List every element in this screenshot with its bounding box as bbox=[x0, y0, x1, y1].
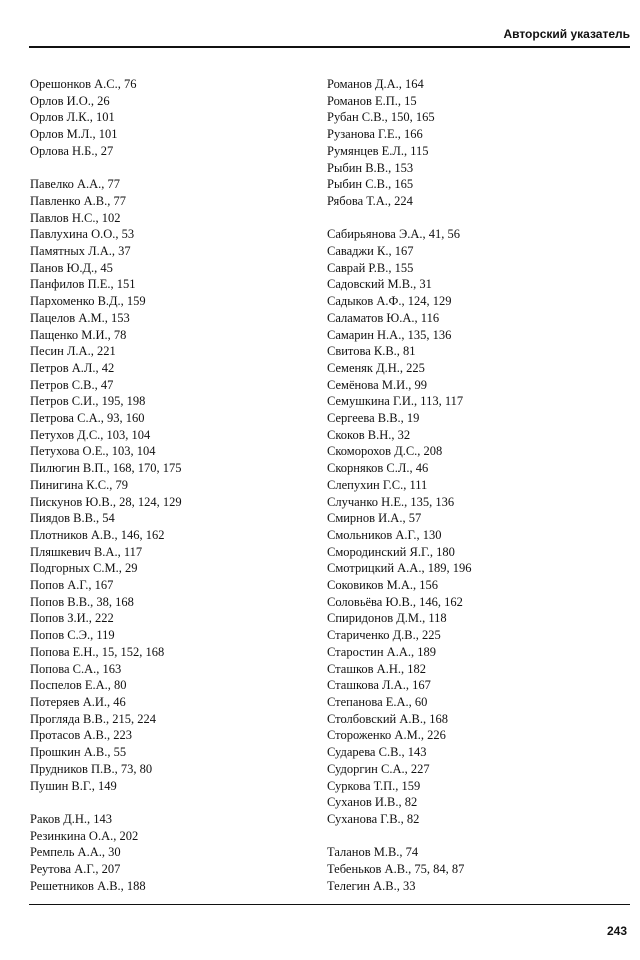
index-entry: Попова Е.Н., 15, 152, 168 bbox=[30, 644, 165, 659]
index-entry: Раков Д.Н., 143 bbox=[30, 811, 113, 826]
index-entry: Самарин Н.А., 135, 136 bbox=[327, 327, 452, 342]
index-entry: Павленко А.В., 77 bbox=[30, 193, 126, 208]
index-entry: Садыков А.Ф., 124, 129 bbox=[327, 294, 452, 309]
index-entry: Рябова Т.А., 224 bbox=[327, 193, 413, 208]
index-entry: Пискунов Ю.В., 28, 124, 129 bbox=[30, 494, 182, 509]
index-entry: Смотрицкий А.А., 189, 196 bbox=[327, 561, 472, 576]
index-entry: Попов А.Г., 167 bbox=[30, 578, 114, 593]
index-entry: Слепухин Г.С., 111 bbox=[327, 477, 428, 492]
index-entry: Семеняк Д.Н., 225 bbox=[327, 360, 425, 375]
index-entry: Семёнова М.И., 99 bbox=[327, 377, 427, 392]
index-entry: Рыбин В.В., 153 bbox=[327, 160, 414, 175]
index-entry: Пацелов А.М., 153 bbox=[30, 310, 130, 325]
index-entry: Садовский М.В., 31 bbox=[327, 277, 432, 292]
group-gap bbox=[327, 828, 617, 845]
index-entry: Реутова А.Г., 207 bbox=[30, 862, 121, 877]
index-entry: Тебеньков А.В., 75, 84, 87 bbox=[327, 862, 465, 877]
group-gap bbox=[327, 210, 617, 227]
index-entry: Решетников А.В., 188 bbox=[30, 878, 146, 893]
index-entry: Пилюгин В.П., 168, 170, 175 bbox=[30, 461, 182, 476]
index-entry: Романов Е.П., 15 bbox=[327, 93, 417, 108]
index-entry: Сударева С.В., 143 bbox=[327, 745, 427, 760]
index-entry: Романов Д.А., 164 bbox=[327, 77, 424, 91]
index-entry: Пинигина К.С., 79 bbox=[30, 477, 128, 492]
header-rule bbox=[29, 46, 630, 48]
index-entry: Телегин А.В., 33 bbox=[327, 878, 416, 893]
index-entry: Резинкина О.А., 202 bbox=[30, 828, 139, 843]
index-entry: Скорняков С.Л., 46 bbox=[327, 461, 429, 476]
index-entry: Сташкова Л.А., 167 bbox=[327, 678, 431, 693]
index-entry: Суханова Г.В., 82 bbox=[327, 811, 420, 826]
index-entry: Рубан С.В., 150, 165 bbox=[327, 110, 435, 125]
index-entry: Петухов Д.С., 103, 104 bbox=[30, 427, 151, 442]
index-entry: Орлова Н.Б., 27 bbox=[30, 143, 114, 158]
index-entry: Стариченко Д.В., 225 bbox=[327, 628, 441, 643]
running-head: Авторский указатель bbox=[503, 27, 630, 41]
index-entry: Панфилов П.Е., 151 bbox=[30, 277, 136, 292]
index-entry: Соловьёва Ю.В., 146, 162 bbox=[327, 594, 463, 609]
index-entry: Суханов И.В., 82 bbox=[327, 795, 418, 810]
index-entry: Протасов А.В., 223 bbox=[30, 728, 132, 743]
index-entry: Степанова Е.А., 60 bbox=[327, 695, 428, 709]
index-entry: Прогляда В.В., 215, 224 bbox=[30, 711, 156, 726]
index-entry: Орлов И.О., 26 bbox=[30, 93, 110, 108]
index-column-right bbox=[327, 76, 617, 894]
index-entry: Скоков В.Н., 32 bbox=[327, 427, 411, 442]
index-entry: Плотников А.В., 146, 162 bbox=[30, 527, 165, 542]
index-entry: Сергеева В.В., 19 bbox=[327, 411, 420, 426]
index-entry: Саврай Р.В., 155 bbox=[327, 260, 414, 275]
index-entry: Орешонков А.С., 76 bbox=[30, 77, 137, 91]
index-entry: Рыбин С.В., 165 bbox=[327, 177, 414, 192]
index-entry: Смольников А.Г., 130 bbox=[327, 527, 442, 542]
index-entry: Спиридонов Д.М., 118 bbox=[327, 611, 447, 626]
index-entry: Пушин В.Г., 149 bbox=[30, 778, 117, 793]
index-entry: Стороженко А.М., 226 bbox=[327, 728, 446, 743]
index-entry: Подгорных С.М., 29 bbox=[30, 561, 138, 576]
index-entry: Орлов М.Л., 101 bbox=[30, 127, 118, 142]
index-entry: Пащенко М.И., 78 bbox=[30, 327, 127, 342]
index-entry: Прошкин А.В., 55 bbox=[30, 745, 127, 760]
index-entry: Петров С.И., 195, 198 bbox=[30, 394, 146, 409]
index-column-left bbox=[30, 76, 320, 894]
index-entry: Орлов Л.К., 101 bbox=[30, 110, 115, 125]
page-number: 243 bbox=[606, 924, 627, 938]
index-entry: Соковиков М.А., 156 bbox=[327, 578, 438, 593]
index-entry: Судоргин С.А., 227 bbox=[327, 761, 430, 776]
index-entry: Прудников П.В., 73, 80 bbox=[30, 761, 153, 776]
index-entry: Суркова Т.П., 159 bbox=[327, 778, 421, 793]
index-entry: Столбовский А.В., 168 bbox=[327, 711, 448, 726]
index-entry: Павелко А.А., 77 bbox=[30, 177, 121, 192]
index-entry: Скоморохов Д.С., 208 bbox=[327, 444, 443, 459]
index-entry: Песин Л.А., 221 bbox=[30, 344, 116, 359]
index-entry: Петухова О.Е., 103, 104 bbox=[30, 444, 156, 459]
index-entry: Саваджи К., 167 bbox=[327, 244, 414, 259]
index-entry: Пиядов В.В., 54 bbox=[30, 511, 115, 526]
index-entry: Ремпель А.А., 30 bbox=[30, 845, 121, 860]
index-entry: Таланов М.В., 74 bbox=[327, 845, 419, 860]
index-entry: Попов З.И., 222 bbox=[30, 611, 114, 626]
index-entry: Павлов Н.С., 102 bbox=[30, 210, 121, 225]
index-entry: Семушкина Г.И., 113, 117 bbox=[327, 394, 464, 409]
index-entry: Смирнов И.А., 57 bbox=[327, 511, 422, 526]
index-entry: Петрова С.А., 93, 160 bbox=[30, 411, 145, 426]
index-entry: Поспелов Е.А., 80 bbox=[30, 678, 127, 693]
index-entry: Сташков А.Н., 182 bbox=[327, 661, 426, 676]
index-entry: Саламатов Ю.А., 116 bbox=[327, 310, 440, 325]
group-gap bbox=[30, 794, 320, 811]
index-entry: Павлухина О.О., 53 bbox=[30, 227, 135, 242]
index-entry: Памятных Л.А., 37 bbox=[30, 244, 131, 259]
index-entry: Сабирьянова Э.А., 41, 56 bbox=[327, 227, 461, 242]
footer-rule bbox=[29, 904, 630, 905]
index-entry: Петров С.В., 47 bbox=[30, 377, 114, 392]
index-entry: Случанко Н.Е., 135, 136 bbox=[327, 494, 455, 509]
index-entry: Пляшкевич В.А., 117 bbox=[30, 544, 143, 559]
index-entry: Рузанова Г.Е., 166 bbox=[327, 127, 423, 142]
index-entry: Петров А.Л., 42 bbox=[30, 360, 115, 375]
index-entry: Панов Ю.Д., 45 bbox=[30, 260, 113, 275]
index-entry: Румянцев Е.Л., 115 bbox=[327, 143, 429, 158]
index-entry: Свитова К.В., 81 bbox=[327, 344, 416, 359]
index-entry: Попов С.Э., 119 bbox=[30, 628, 115, 643]
index-entry: Пархоменко В.Д., 159 bbox=[30, 294, 146, 309]
index-entry: Старостин А.А., 189 bbox=[327, 644, 436, 659]
group-gap bbox=[30, 160, 320, 177]
index-entry: Попова С.А., 163 bbox=[30, 661, 122, 676]
index-entry: Попов В.В., 38, 168 bbox=[30, 594, 134, 609]
index-entry: Смородинский Я.Г., 180 bbox=[327, 544, 455, 559]
index-entry: Потеряев А.И., 46 bbox=[30, 695, 126, 709]
